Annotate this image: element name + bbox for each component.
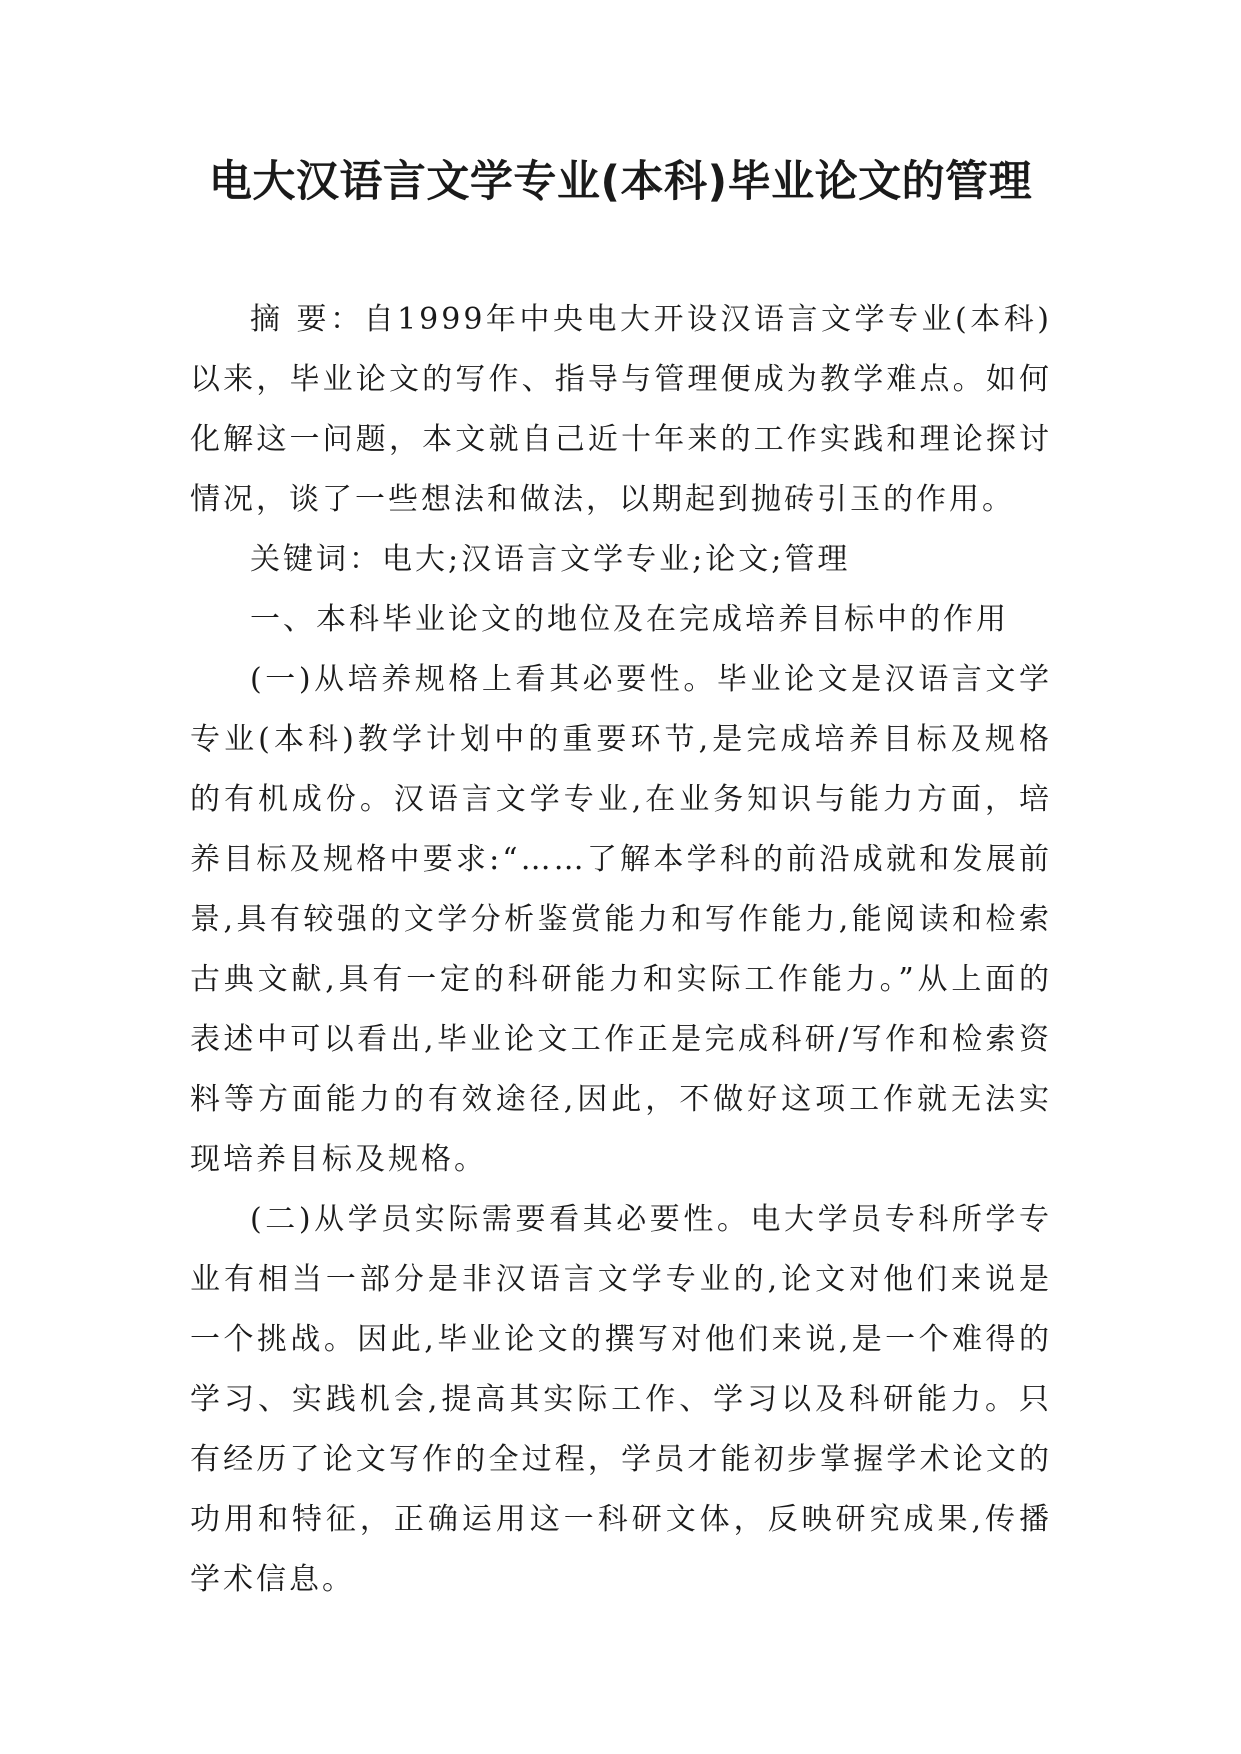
abstract-paragraph: 摘 要：自1999年中央电大开设汉语言文学专业(本科)以来，毕业论文的写作、指导与管理便成为教学难点。如何化解这一问题，本文就自己近十年来的工作实践和理论探讨情况，谈了一些想法和做法，以期起到抛砖引玉的作用。 xyxy=(190,302,1052,517)
body-paragraph-2: (二)从学员实际需要看其必要性。电大学员专科所学专业有相当一部分是非汉语言文学专业的,论文对他们来说是一个挑战。因此,毕业论文的撰写对他们来说,是一个难得的学习、实践机会,提高其实际工作、学习以及科研能力。只有经历了论文写作的全过程，学员才能初步掌握学术论文的功用和特征，正确运用这一科研文体，反映研究成果,传播学术信息。 xyxy=(190,1202,1052,1597)
section-heading: 一、本科毕业论文的地位及在完成培养目标中的作用 xyxy=(250,602,1009,637)
body-paragraph-1: (一)从培养规格上看其必要性。毕业论文是汉语言文学专业(本科)教学计划中的重要环节,是完成培养目标及规格的有机成份。汉语言文学专业,在业务知识与能力方面，培养目标及规格中要求:“……了解本学科的前沿成就和发展前景,具有较强的文学分析鉴赏能力和写作能力,能阅读和检索古典文献,具有一定的科研能力和实际工作能力。”从上面的表述中可以看出,毕业论文工作正是完成科研/写作和检索资料等方面能力的有效途径,因此，不做好这项工作就无法实现培养目标及规格。 xyxy=(190,662,1052,1177)
document-body xyxy=(190,290,1052,1610)
keywords-line: 关键词：电大;汉语言文学专业;论文;管理 xyxy=(250,542,851,577)
document-title: 电大汉语言文学专业(本科)毕业论文的管理 xyxy=(208,157,1033,207)
